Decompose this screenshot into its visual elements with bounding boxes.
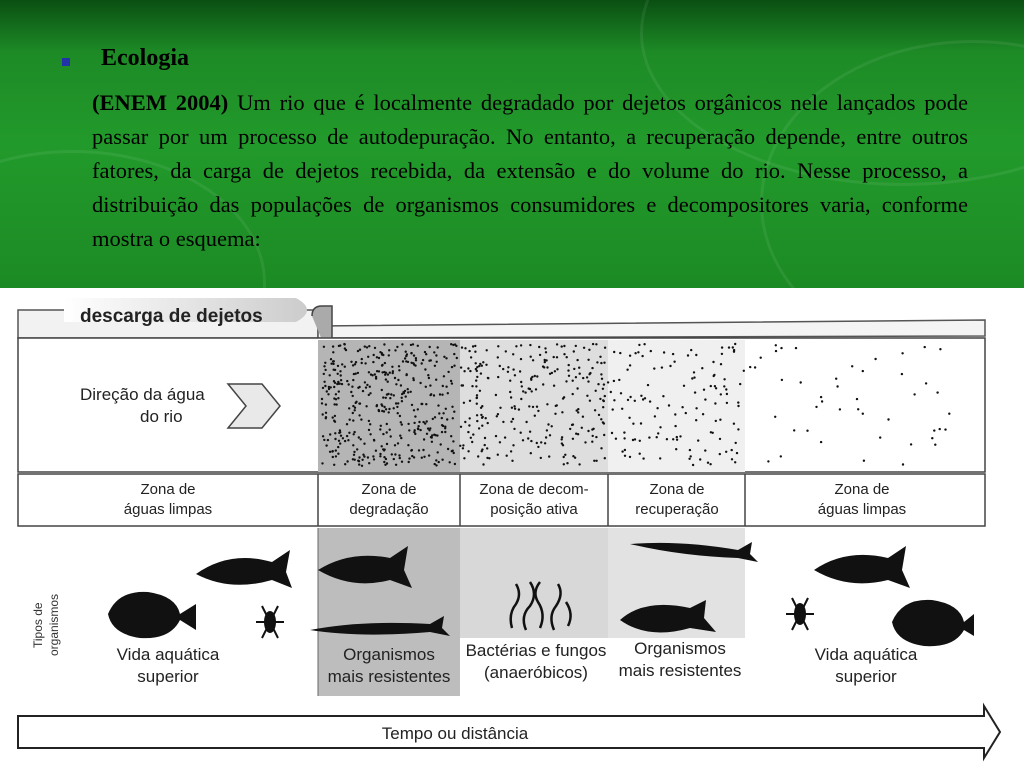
bullet-square-icon [62, 58, 70, 66]
time-axis-label: Tempo ou distância [381, 724, 529, 743]
section-title: Ecologia [101, 45, 189, 71]
organism-group-3-line1: Bactérias e fungos [465, 641, 607, 660]
zone-5-line2: águas limpas [817, 501, 907, 518]
flow-label-line2: do rio [140, 407, 183, 426]
river-surface-right [318, 320, 985, 338]
flow-label-line1: Direção da água [80, 385, 205, 404]
zone-3-line1: Zona de decom- [479, 481, 589, 498]
river-self-purification-diagram [0, 288, 1024, 768]
organism-group-4-line1: Organismos [634, 639, 726, 658]
organism-group-2-line1: Organismos [343, 645, 435, 664]
fish-icon [814, 546, 910, 588]
zone-4-line2: recuperação [635, 501, 719, 518]
organisms-axis-line2: organismos [47, 593, 61, 656]
organism-group-5-line1: Vida aquática [814, 645, 918, 664]
question-body: Um rio que é localmente degradado por dejetos orgânicos nele lançados pode passar por um processo de autodepuração. No entanto, a recuperação depende, entre outros fatores, da carga de dejetos recebida, da extensão e do volume do rio. Nesse processo, a distribuição das populações de organismos consumidores e decompositores varia, conforme mostra o esquema: [92, 90, 968, 251]
organisms-axis-line1: Tipos de [31, 602, 45, 648]
organisms-decomposition-shade [460, 528, 608, 638]
insect-larva-icon [256, 606, 284, 638]
zone-2-line1: Zona de [361, 481, 417, 498]
organism-group-4-line2: mais resistentes [618, 661, 742, 680]
zone-5-line1: Zona de [834, 481, 890, 498]
organism-group-1-line2: superior [137, 667, 199, 686]
question-text [92, 86, 968, 256]
fish-icon [892, 600, 974, 646]
slide-header [0, 0, 1024, 288]
discharge-label: descarga de dejetos [80, 306, 263, 327]
river-recovery-shade [608, 340, 745, 472]
zone-1-line1: Zona de [140, 481, 196, 498]
zone-2-line2: degradação [349, 501, 429, 518]
zone-4-line1: Zona de [649, 481, 705, 498]
insect-larva-icon [786, 598, 814, 630]
zone-1-line2: águas limpas [123, 501, 213, 518]
organism-group-5-line2: superior [835, 667, 897, 686]
organism-group-1-line1: Vida aquática [116, 645, 220, 664]
fish-icon [196, 550, 292, 588]
organism-group-2-line2: mais resistentes [327, 667, 451, 686]
zone-3-line2: posição ativa [490, 501, 578, 518]
question-source: (ENEM 2004) [92, 90, 229, 115]
organism-group-3-line2: (anaeróbicos) [484, 663, 588, 682]
fish-icon [108, 592, 196, 638]
